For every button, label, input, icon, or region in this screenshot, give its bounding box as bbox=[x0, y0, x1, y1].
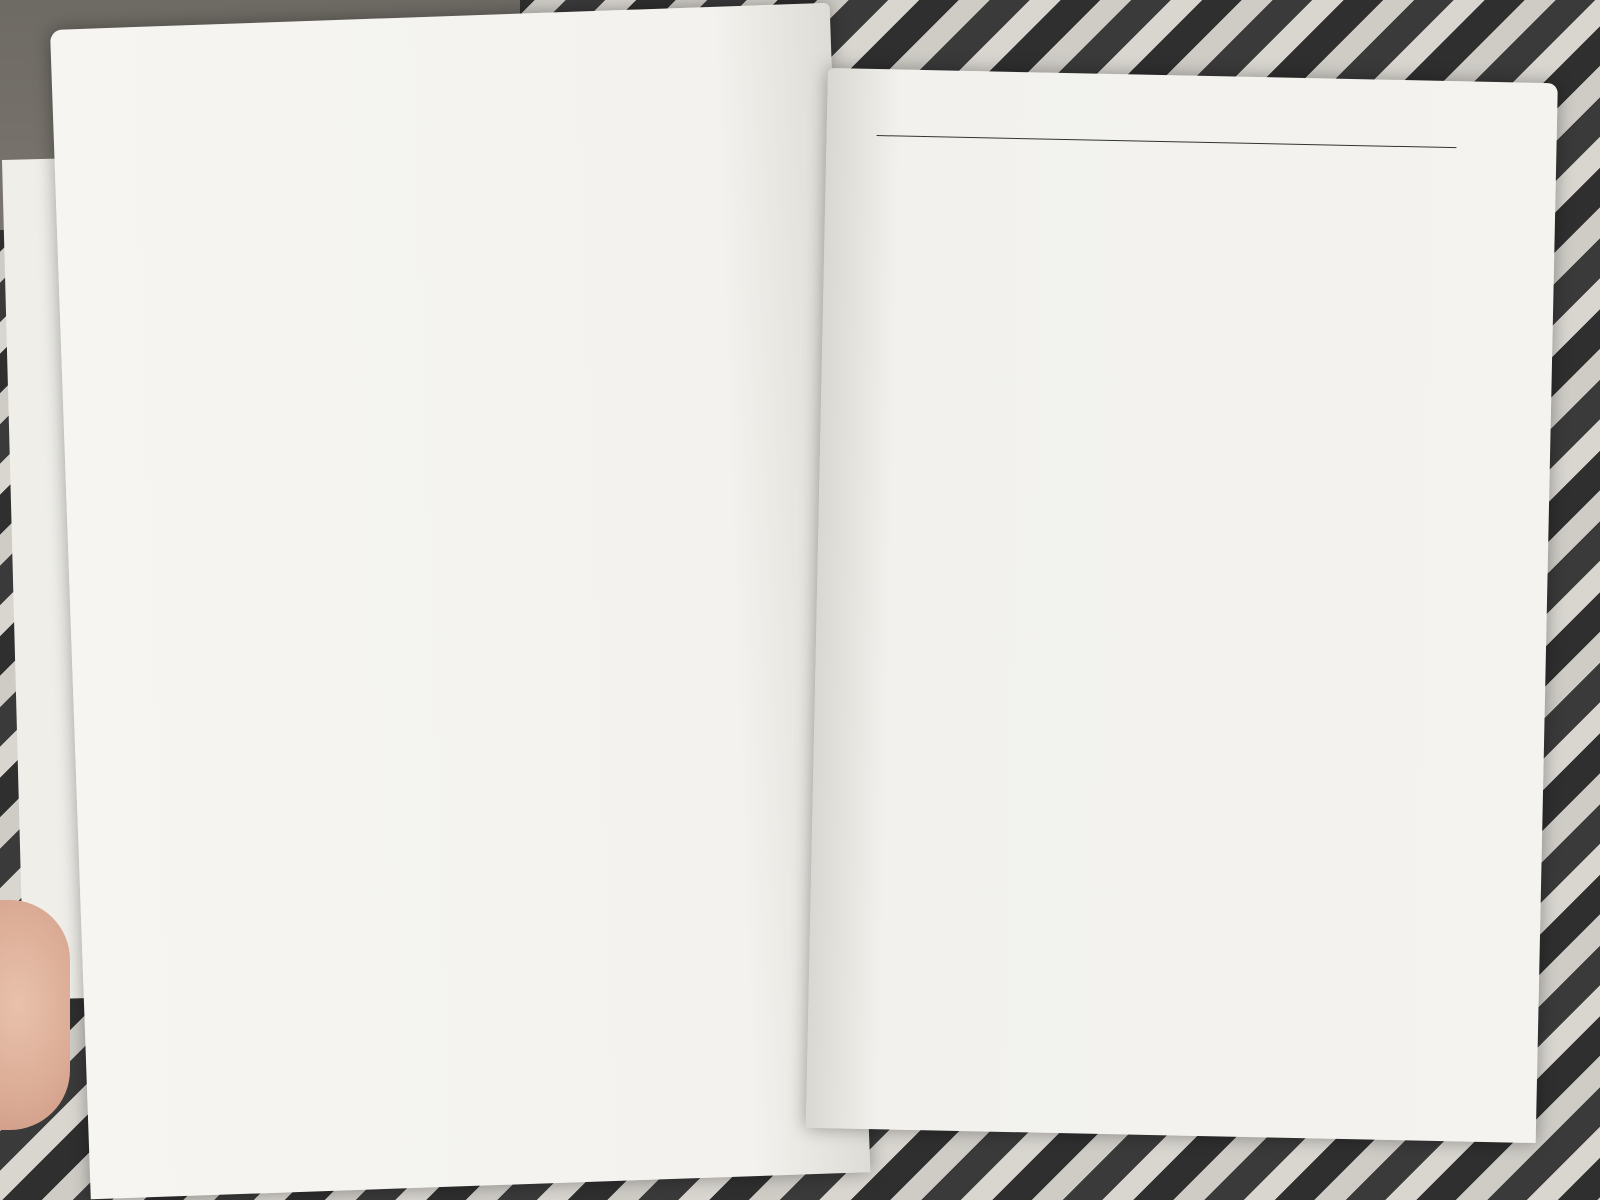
left-page bbox=[50, 3, 870, 1200]
right-page bbox=[806, 68, 1558, 1143]
right-page-top-section bbox=[887, 121, 1447, 133]
right-page-main-section bbox=[886, 176, 1446, 188]
thumb bbox=[0, 900, 70, 1130]
left-page-text bbox=[182, 75, 767, 95]
right-page-text bbox=[886, 121, 1447, 188]
section-divider bbox=[877, 135, 1457, 148]
